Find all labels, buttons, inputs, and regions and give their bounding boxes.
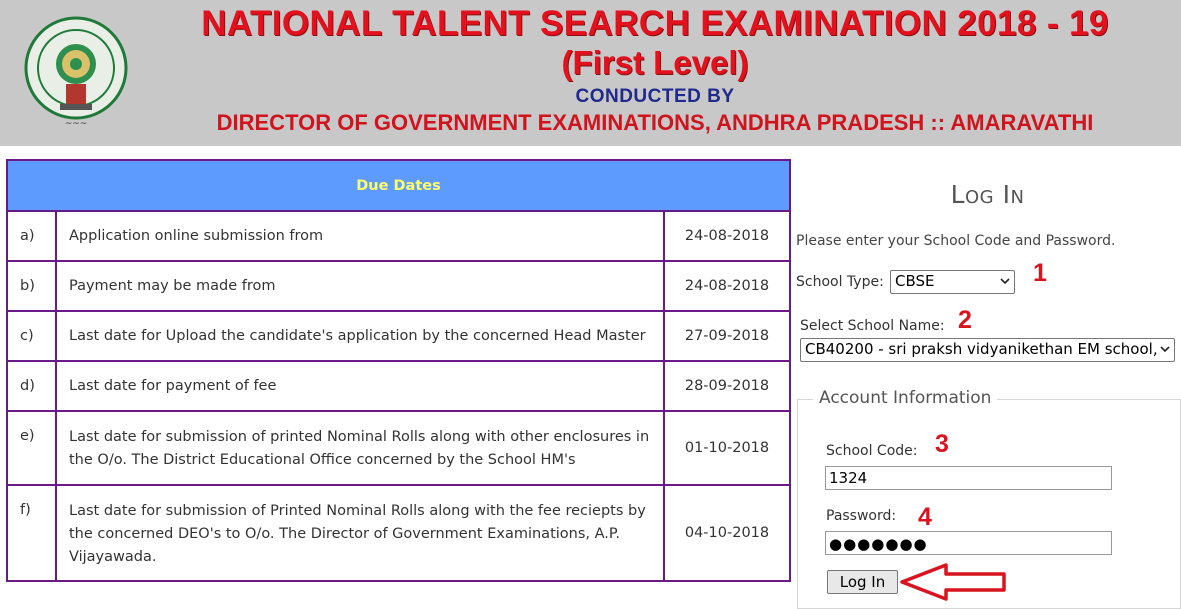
- row-date: 01-10-2018: [664, 411, 790, 485]
- row-description: Last date for submission of Printed Nominal Rolls along with the fee reciepts by the concerned DEO's to O/o. The Director of Government Examinations, A.P. Vijayawada.: [56, 485, 664, 581]
- table-row: [7, 361, 790, 411]
- due-dates-table: [6, 159, 791, 582]
- school-name-select[interactable]: [800, 338, 1175, 362]
- row-letter: c): [7, 311, 56, 361]
- row-letter: f): [7, 485, 56, 581]
- row-letter: a): [7, 211, 56, 261]
- state-emblem-icon: [22, 12, 130, 130]
- chevron-down-icon: [1160, 344, 1170, 354]
- row-letter: b): [7, 261, 56, 311]
- table-row: [7, 411, 790, 485]
- exam-subtitle: (First Level): [561, 44, 749, 81]
- table-row: [7, 485, 790, 581]
- account-information-legend: Account Information: [813, 388, 997, 408]
- row-description: Last date for payment of fee: [56, 361, 664, 411]
- due-dates-heading: Due Dates: [7, 160, 790, 211]
- school-type-select[interactable]: [890, 270, 1015, 294]
- row-description: Application online submission from: [56, 211, 664, 261]
- row-letter: d): [7, 361, 56, 411]
- login-button[interactable]: Log In: [827, 570, 898, 594]
- row-letter: e): [7, 411, 56, 485]
- row-description: Payment may be made from: [56, 261, 664, 311]
- row-date: 24-08-2018: [664, 261, 790, 311]
- row-description: Last date for submission of printed Nominal Rolls along with other enclosures in the O/o. The District Educational Office concerned by the School HM's: [56, 411, 664, 485]
- conducted-by: CONDUCTED BY: [575, 86, 735, 107]
- school-name-value: CB40200 - sri praksh vidyanikethan EM school,: [805, 340, 1158, 358]
- row-date: 28-09-2018: [664, 361, 790, 411]
- annotation-step-1: 1: [1033, 259, 1047, 287]
- chevron-down-icon: [1000, 276, 1010, 286]
- table-row: [7, 211, 790, 261]
- school-name-label: Select School Name:: [800, 318, 945, 334]
- row-description: Last date for Upload the candidate's application by the concerned Head Master: [56, 311, 664, 361]
- row-date: 27-09-2018: [664, 311, 790, 361]
- exam-title: NATIONAL TALENT SEARCH EXAMINATION 2018 - 19: [201, 4, 1109, 43]
- password-input[interactable]: ●●●●●●●: [825, 531, 1112, 555]
- director-line: DIRECTOR OF GOVERNMENT EXAMINATIONS, ANDHRA PRADESH :: AMARAVATHI: [216, 110, 1094, 135]
- annotation-step-2: 2: [958, 306, 972, 334]
- annotation-step-3: 3: [935, 430, 949, 458]
- arrow-left-icon: [898, 561, 1010, 603]
- school-code-input[interactable]: 1324: [825, 466, 1112, 490]
- annotation-step-4: 4: [918, 503, 932, 531]
- svg-text:~~~: ~~~: [64, 119, 88, 129]
- school-type-value: CBSE: [895, 272, 935, 290]
- table-row: [7, 311, 790, 361]
- row-date: 04-10-2018: [664, 485, 790, 581]
- table-row: [7, 261, 790, 311]
- header-banner: [0, 0, 1181, 146]
- school-type-label: School Type:: [796, 274, 884, 290]
- password-label: Password:: [826, 508, 897, 524]
- row-date: 24-08-2018: [664, 211, 790, 261]
- login-title: Log In: [950, 180, 1025, 209]
- school-code-label: School Code:: [826, 443, 918, 459]
- login-hint: Please enter your School Code and Password.: [796, 233, 1116, 249]
